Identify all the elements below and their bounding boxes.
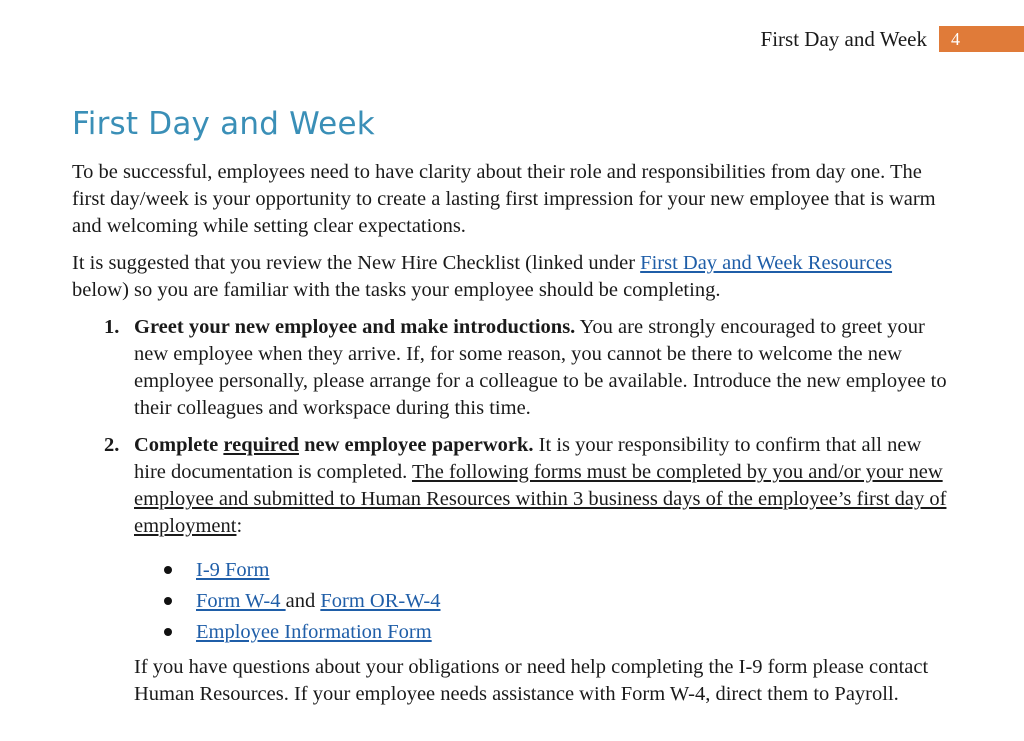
step-number: 1. xyxy=(104,316,120,338)
intro-paragraph: To be successful, employees need to have clarity about their role and responsibilities from day one. The first day/week is your opportunity to create a lasting first impression for your new employee that is warm and welcoming while setting clear expectations. xyxy=(72,161,936,237)
and-text: and xyxy=(285,590,321,612)
w4-form-link[interactable]: Form W-4 xyxy=(196,590,286,612)
bullet-icon xyxy=(164,566,172,574)
step-item xyxy=(72,314,952,422)
list-item xyxy=(134,617,441,648)
step-title xyxy=(134,434,534,456)
bullet-icon xyxy=(164,628,172,636)
step-requirement-underlined: The following forms must be completed by you and/or your new employee and submitted to Human Resources within 3 business days of the employee’s first day of employment xyxy=(134,461,947,537)
forms-list xyxy=(134,555,441,648)
step-description: You are strongly encouraged to greet your new employee when they arrive. If, for some reason, you cannot be there to welcome the new employee personally, please arrange for a colleague to be available. Introduce the new employee to their colleagues and workspace during this time. xyxy=(134,316,947,419)
step-list-2 xyxy=(72,432,952,540)
step-title-after: new employee paperwork. xyxy=(298,434,534,456)
checklist-text-after: below) so you are familiar with the tasks your employee should be completing. xyxy=(72,279,721,301)
page-header xyxy=(761,26,1024,52)
bullet-icon xyxy=(164,597,172,605)
step-title-before: Complete xyxy=(134,434,224,456)
step-number: 2. xyxy=(104,434,120,456)
step-title-required: required xyxy=(223,434,299,456)
step-item xyxy=(72,432,952,540)
page-number-badge: 4 xyxy=(939,26,1024,52)
header-title: First Day and Week xyxy=(760,27,927,51)
list-item xyxy=(134,586,441,617)
step-description: It is your responsibility to confirm that all new hire documentation is completed. xyxy=(134,434,922,483)
section-heading: First Day and Week xyxy=(72,106,375,142)
step-title: Greet your new employee and make introductions. xyxy=(134,316,576,338)
or-w4-form-link[interactable]: Form OR-W-4 xyxy=(320,590,441,612)
step-description-end: : xyxy=(236,515,243,537)
employee-information-form-link[interactable]: Employee Information Form xyxy=(196,621,432,643)
list-item xyxy=(134,555,441,586)
checklist-paragraph xyxy=(72,250,942,304)
step-list-1 xyxy=(72,314,952,422)
i9-form-link[interactable]: I-9 Form xyxy=(196,559,270,581)
closing-paragraph: If you have questions about your obligations or need help completing the I-9 form please contact Human Resources. If your employee needs assistance with Form W-4, direct them to Payroll. xyxy=(134,656,929,705)
checklist-text-before: It is suggested that you review the New Hire Checklist (linked under xyxy=(72,252,641,274)
first-day-resources-link[interactable]: First Day and Week Resources xyxy=(640,252,893,274)
